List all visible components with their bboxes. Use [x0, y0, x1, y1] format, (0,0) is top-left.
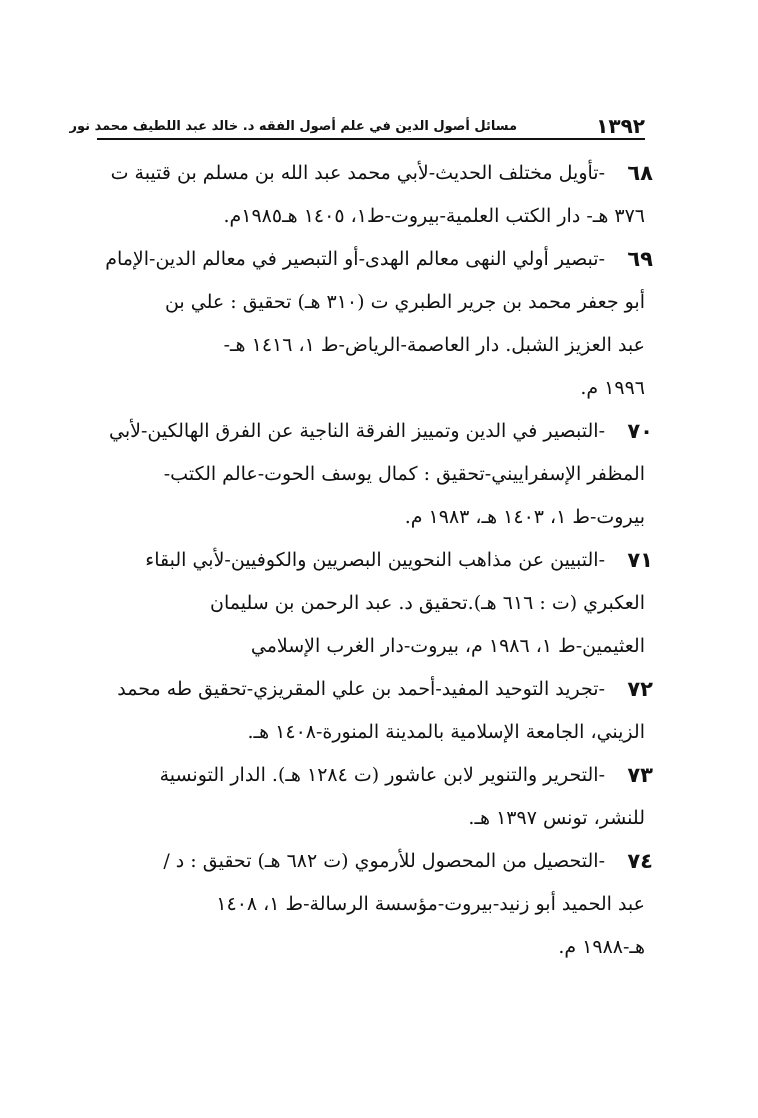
entry-number: ٦٨	[627, 161, 653, 185]
entry-line: ٣٧٦ هـ- دار الكتب العلمية-بيروت-ط١، ١٤٠٥ هـ١٩٨٥م.	[223, 205, 645, 227]
bibliography-entry	[97, 840, 653, 969]
entry-number: ٦٩	[627, 247, 653, 271]
entry-line: أبو جعفر محمد بن جرير الطبري ت (٣١٠ هـ) تحقيق : علي بن	[164, 291, 645, 313]
entry-line: عبد الحميد أبو زنيد-بيروت-مؤسسة الرسالة-ط ١، ١٤٠٨	[216, 893, 645, 915]
entry-line: -التحرير والتنوير لابن عاشور (ت ١٢٨٤ هـ). الدار التونسية	[159, 764, 605, 786]
running-title: مسائل أصول الدين في علم أصول الفقه د. خالد عبد اللطيف محمد نور	[69, 119, 517, 134]
bibliography-entry	[97, 152, 653, 238]
entry-number: ٧٢	[627, 677, 653, 701]
entry-line: المظفر الإسفراييني-تحقيق : كمال يوسف الحوت-عالم الكتب-	[163, 463, 645, 485]
bibliography-entry	[97, 754, 653, 840]
entry-line: عبد العزيز الشبل. دار العاصمة-الرياض-ط ١، ١٤١٦ هـ-	[223, 334, 645, 356]
entry-line: -تبصير أولي النهى معالم الهدى-أو التبصير في معالم الدين-الإمام	[105, 248, 605, 270]
bibliography-entry	[97, 539, 653, 668]
page-number: ١٣٩٢	[596, 114, 645, 138]
entry-number: ٧١	[627, 548, 653, 572]
entry-line: -التبيين عن مذاهب النحويين البصريين والكوفيين-لأبي البقاء	[145, 549, 605, 571]
entry-number: ٧٣	[627, 763, 653, 787]
page-header	[69, 114, 645, 140]
bibliography-list	[97, 152, 653, 969]
entry-line: العثيمين-ط ١، ١٩٨٦ م، بيروت-دار الغرب الإسلامي	[250, 635, 645, 657]
entry-number: ٧٤	[627, 849, 653, 873]
entry-line: بيروت-ط ١، ١٤٠٣ هـ، ١٩٨٣ م.	[404, 506, 645, 528]
entry-line: الزيني، الجامعة الإسلامية بالمدينة المنورة-١٤٠٨ هـ.	[247, 721, 645, 743]
entry-line: هـ-١٩٨٨ م.	[558, 936, 645, 958]
bibliography-entry	[97, 410, 653, 539]
entry-line: ١٩٩٦ م.	[580, 377, 645, 399]
entry-line: -تأويل مختلف الحديث-لأبي محمد عبد الله بن مسلم بن قتيبة ت	[110, 162, 605, 184]
entry-line: العكبري (ت : ٦١٦ هـ).تحقيق د. عبد الرحمن بن سليمان	[210, 592, 645, 614]
entry-line: -التحصيل من المحصول للأرموي (ت ٦٨٢ هـ) تحقيق : د /	[163, 850, 605, 872]
entry-line: -التبصير في الدين وتمييز الفرقة الناجية عن الفرق الهالكين-لأبي	[109, 420, 605, 442]
bibliography-entry	[97, 668, 653, 754]
entry-number: ٧٠	[627, 419, 653, 443]
entry-line: للنشر، تونس ١٣٩٧ هـ.	[468, 807, 645, 829]
bibliography-entry	[97, 238, 653, 410]
entry-line: -تجريد التوحيد المفيد-أحمد بن علي المقريزي-تحقيق طه محمد	[117, 678, 605, 700]
